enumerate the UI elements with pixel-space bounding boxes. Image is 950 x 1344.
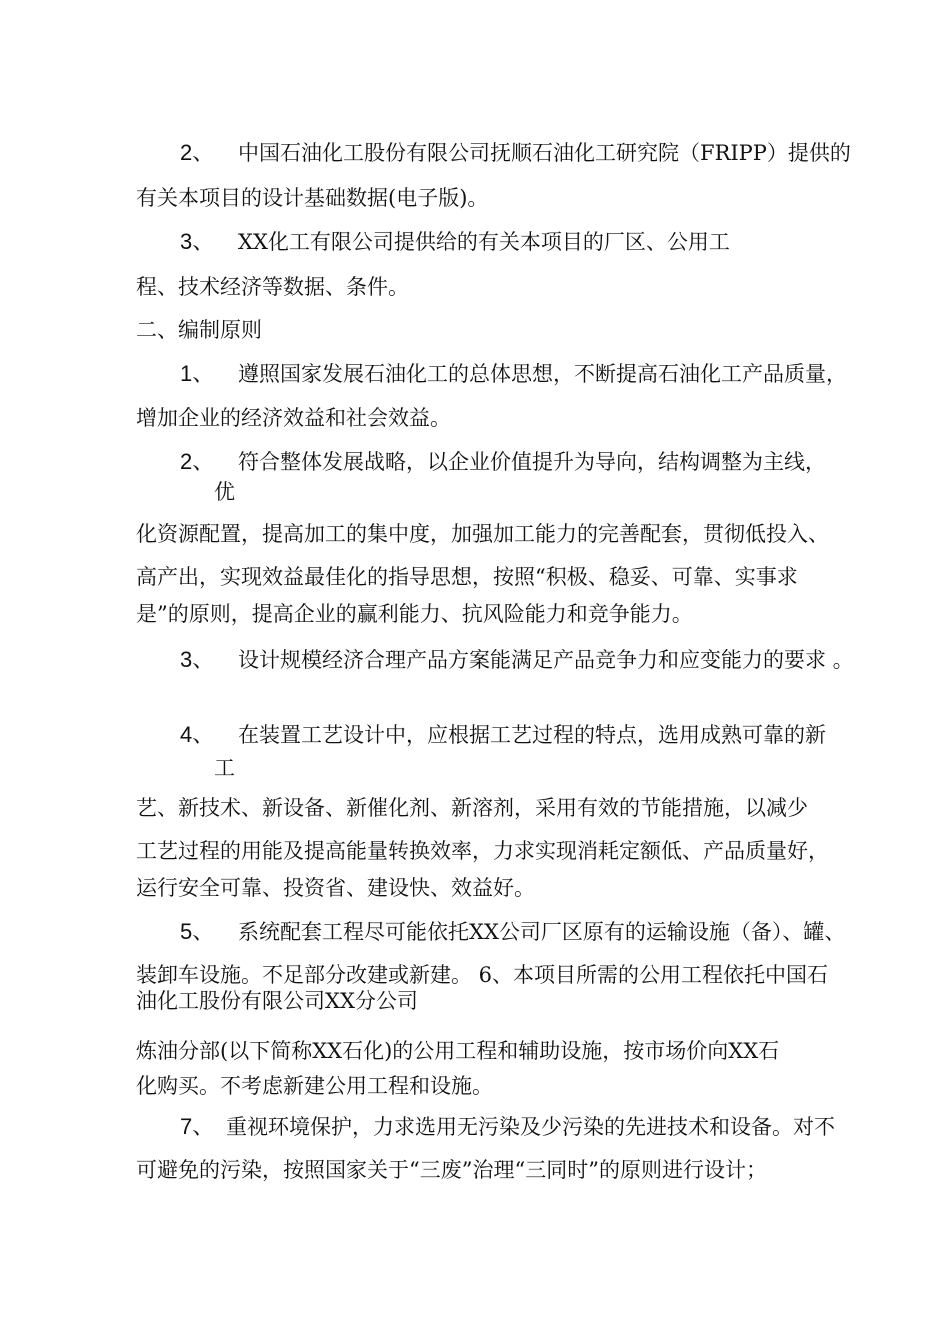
paragraph-line: 增加企业的经济效益和社会效益。: [136, 406, 451, 430]
item-number: 7、: [180, 1114, 215, 1139]
paragraph-line: 程、技术经济等数据、条件。: [136, 275, 409, 299]
paragraph-line: 可避免的污染，按照国家关于“三废”治理“三同时”的原则进行设计；: [136, 1158, 767, 1182]
paragraph-line: 工: [214, 756, 235, 780]
paragraph-line: 化购买。不考虑新建公用工程和设施。: [136, 1074, 493, 1098]
paragraph-line: 在装置工艺设计中，应根据工艺过程的特点，选用成熟可靠的新: [238, 723, 826, 747]
paragraph-line: 运行安全可靠、投资省、建设快、效益好。: [136, 876, 535, 900]
item-number: 2、: [180, 449, 215, 474]
paragraph-line: 工艺过程的用能及提高能量转换效率，力求实现消耗定额低、产品质量好，: [136, 839, 829, 863]
paragraph-line: 装卸车设施。不足部分改建或新建。 6、本项目所需的公用工程依托中国石: [136, 963, 829, 987]
paragraph-line: 设计规模经济合理产品方案能满足产品竞争力和应变能力的要求 。: [238, 648, 854, 672]
item-number: 3、: [180, 229, 215, 254]
paragraph-line: 是”的原则，提高企业的赢利能力、抗风险能力和竞争能力。: [136, 602, 693, 626]
paragraph-line: 中国石油化工股份有限公司抚顺石油化工研究院（FRIPP）提供的: [238, 141, 851, 165]
paragraph-line: 高产出，实现效益最佳化的指导思想，按照“积极、稳妥、可靠、实事求: [136, 565, 798, 589]
section-heading: 二、编制原则: [136, 318, 262, 342]
paragraph-line: 油化工股份有限公司XX分公司: [136, 989, 418, 1013]
paragraph-line: 符合整体发展战略，以企业价值提升为导向，结构调整为主线，: [238, 450, 826, 474]
paragraph-line: 优: [214, 480, 235, 504]
paragraph-line: 化资源配置，提高加工的集中度，加强加工能力的完善配套，贯彻低投入、: [136, 522, 829, 546]
item-number: 5、: [180, 919, 215, 944]
paragraph-line: 系统配套工程尽可能依托XX公司厂区原有的运输设施（备）、罐、: [238, 920, 846, 944]
item-number: 2、: [180, 140, 215, 165]
item-number: 3、: [180, 647, 215, 672]
paragraph-line: 重视环境保护，力求选用无污染及少污染的先进技术和设备。对不: [226, 1115, 835, 1139]
paragraph-line: 有关本项目的设计基础数据(电子版)。: [136, 186, 489, 210]
paragraph-line: 艺、新技术、新设备、新催化剂、新溶剂，采用有效的节能措施，以减少: [136, 796, 808, 820]
item-number: 4、: [180, 722, 215, 747]
paragraph-line: 遵照国家发展石油化工的总体思想，不断提高石油化工产品质量，: [238, 362, 847, 386]
paragraph-line: 炼油分部(以下简称XX石化)的公用工程和辅助设施，按市场价向XX石: [136, 1039, 780, 1063]
item-number: 1、: [180, 361, 215, 386]
paragraph-line: XX化工有限公司提供给的有关本项目的厂区、公用工: [238, 230, 730, 254]
